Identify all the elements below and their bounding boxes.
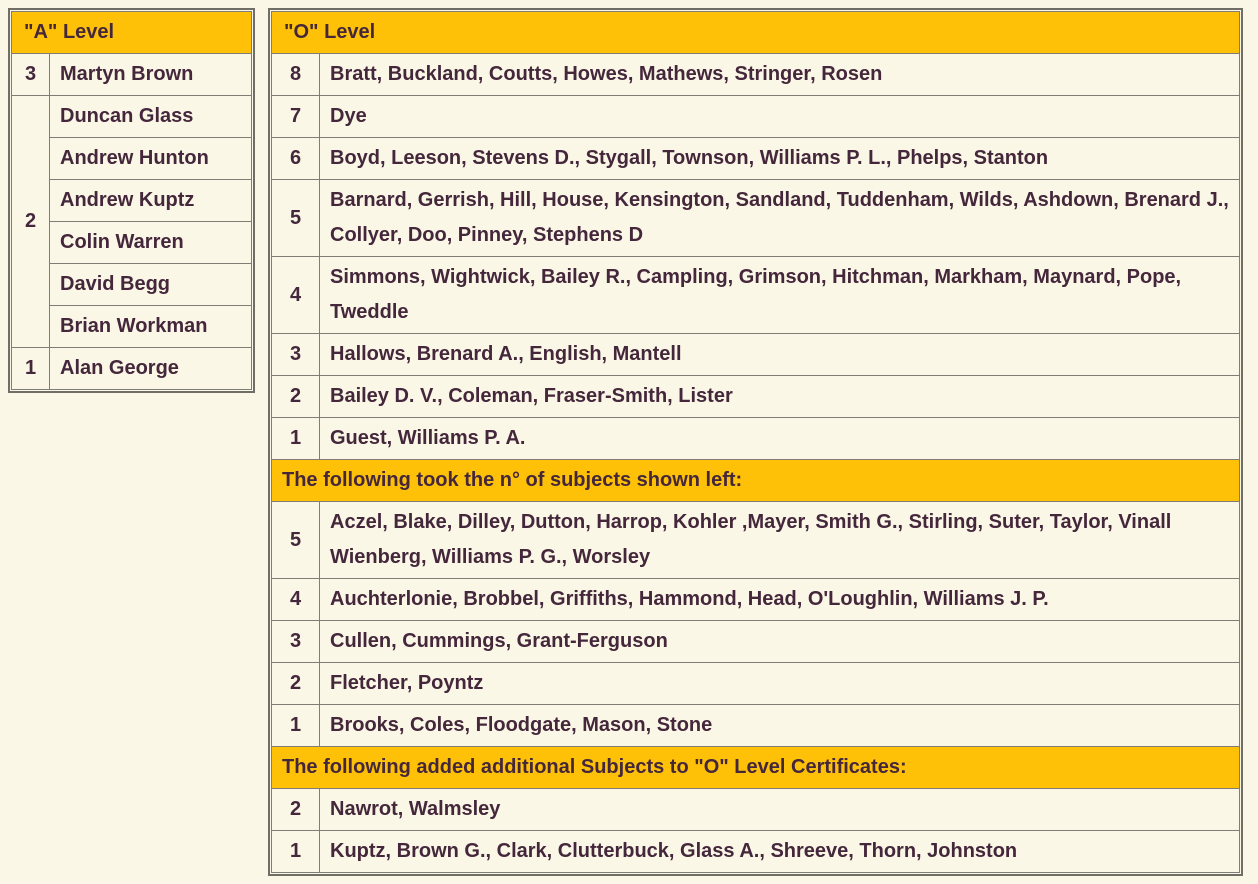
name-cell: Alan George (50, 348, 252, 390)
names-cell: Hallows, Brenard A., English, Mantell (320, 334, 1240, 376)
name-cell: Brian Workman (50, 306, 252, 348)
table-row (12, 348, 252, 390)
names-cell: Simmons, Wightwick, Bailey R., Campling, Grimson, Hitchman, Markham, Maynard, Pope, Tweddle (320, 257, 1240, 334)
a-level-table-frame (8, 8, 255, 393)
o-level-table (271, 11, 1240, 873)
count-cell: 1 (272, 418, 320, 460)
count-cell: 5 (272, 180, 320, 257)
count-cell: 5 (272, 502, 320, 579)
names-cell: Bailey D. V., Coleman, Fraser-Smith, Lister (320, 376, 1240, 418)
table-row (272, 180, 1240, 257)
o-level-body (272, 54, 1240, 873)
o-level-table-frame (268, 8, 1243, 876)
count-cell: 3 (12, 54, 50, 96)
table-row (272, 54, 1240, 96)
table-row (272, 96, 1240, 138)
count-cell: 3 (272, 334, 320, 376)
o-level-title: "O" Level (272, 12, 1240, 54)
name-cell: Andrew Hunton (50, 138, 252, 180)
count-cell: 8 (272, 54, 320, 96)
names-cell: Dye (320, 96, 1240, 138)
table-row (272, 831, 1240, 873)
name-cell: Andrew Kuptz (50, 180, 252, 222)
count-cell: 1 (272, 831, 320, 873)
table-row (272, 705, 1240, 747)
a-level-header-row (12, 12, 252, 54)
count-cell: 3 (272, 621, 320, 663)
count-cell: 7 (272, 96, 320, 138)
a-level-table (11, 11, 252, 390)
section-header-row (272, 747, 1240, 789)
count-cell: 4 (272, 257, 320, 334)
table-row (272, 376, 1240, 418)
names-cell: Kuptz, Brown G., Clark, Clutterbuck, Glass A., Shreeve, Thorn, Johnston (320, 831, 1240, 873)
a-level-body (12, 54, 252, 390)
table-row (12, 54, 252, 96)
section-header-row (272, 460, 1240, 502)
count-cell: 6 (272, 138, 320, 180)
count-cell: 2 (272, 376, 320, 418)
names-cell: Cullen, Cummings, Grant-Ferguson (320, 621, 1240, 663)
table-row (272, 334, 1240, 376)
count-cell: 2 (272, 663, 320, 705)
name-cell: Duncan Glass (50, 96, 252, 138)
table-row (272, 502, 1240, 579)
count-cell: 1 (272, 705, 320, 747)
o-level-header-row (272, 12, 1240, 54)
table-row (272, 138, 1240, 180)
table-row (272, 418, 1240, 460)
count-cell: 4 (272, 579, 320, 621)
table-row (12, 96, 252, 138)
table-row (272, 257, 1240, 334)
count-cell: 1 (12, 348, 50, 390)
names-cell: Nawrot, Walmsley (320, 789, 1240, 831)
table-row (272, 621, 1240, 663)
count-cell: 2 (12, 96, 50, 348)
names-cell: Brooks, Coles, Floodgate, Mason, Stone (320, 705, 1240, 747)
table-row (272, 579, 1240, 621)
section-header: The following took the n° of subjects shown left: (272, 460, 1240, 502)
name-cell: Colin Warren (50, 222, 252, 264)
names-cell: Guest, Williams P. A. (320, 418, 1240, 460)
names-cell: Bratt, Buckland, Coutts, Howes, Mathews, Stringer, Rosen (320, 54, 1240, 96)
names-cell: Barnard, Gerrish, Hill, House, Kensington, Sandland, Tuddenham, Wilds, Ashdown, Brenard J., Collyer, Doo, Pinney, Stephens D (320, 180, 1240, 257)
table-row (272, 789, 1240, 831)
names-cell: Boyd, Leeson, Stevens D., Stygall, Townson, Williams P. L., Phelps, Stanton (320, 138, 1240, 180)
count-cell: 2 (272, 789, 320, 831)
name-cell: David Begg (50, 264, 252, 306)
names-cell: Aczel, Blake, Dilley, Dutton, Harrop, Kohler ,Mayer, Smith G., Stirling, Suter, Taylor, Vinall Wienberg, Williams P. G., Worsley (320, 502, 1240, 579)
names-cell: Auchterlonie, Brobbel, Griffiths, Hammond, Head, O'Loughlin, Williams J. P. (320, 579, 1240, 621)
section-header: The following added additional Subjects to "O" Level Certificates: (272, 747, 1240, 789)
a-level-title: "A" Level (12, 12, 252, 54)
table-row (272, 663, 1240, 705)
name-cell: Martyn Brown (50, 54, 252, 96)
names-cell: Fletcher, Poyntz (320, 663, 1240, 705)
